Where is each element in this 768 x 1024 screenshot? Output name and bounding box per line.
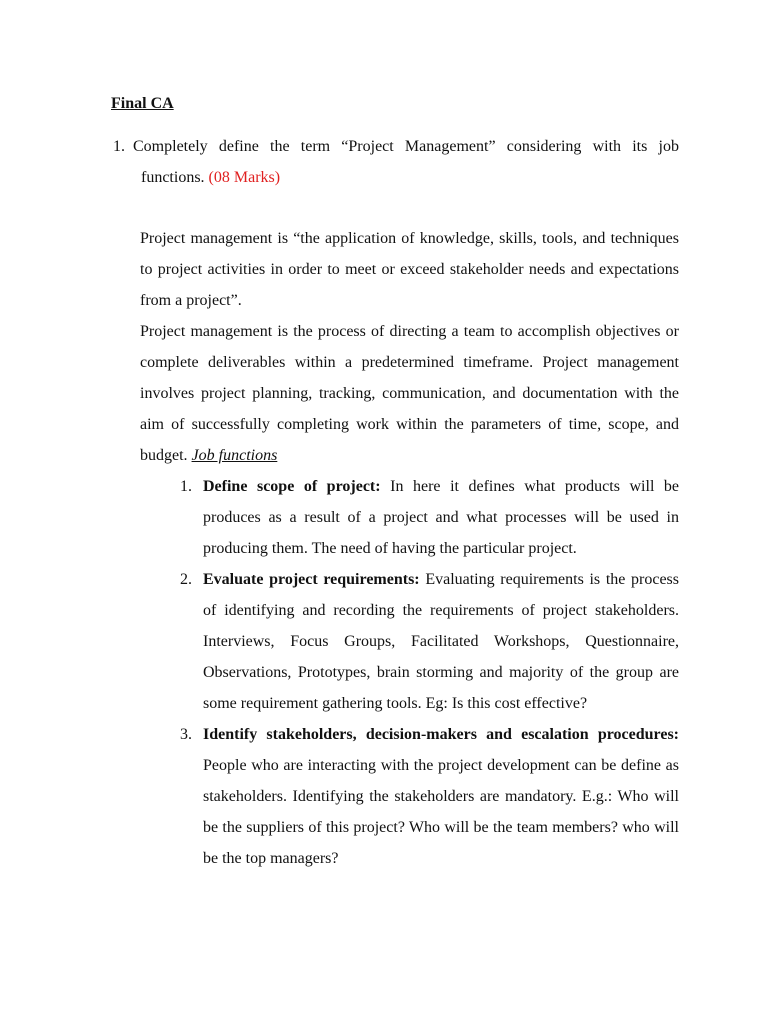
list-item-number: 2.	[180, 571, 192, 588]
list-item	[140, 564, 679, 719]
list-item	[140, 471, 679, 564]
list-item-text: In here it defines what products will be produces as a result of a project and what processes will be used in producing them. The need of having the particular project.	[203, 478, 680, 557]
question-marks: (08 Marks)	[208, 169, 281, 186]
question-1	[113, 131, 679, 193]
question-text-block	[113, 131, 679, 193]
list-item-title: Define scope of project:	[203, 478, 381, 495]
list-item-text: People who are interacting with the project development can be define as stakeholders. Identifying the stakeholders are mandatory. E.g.: Who will be the suppliers of this project? Who will be the team members? who will be the top managers?	[203, 757, 679, 867]
list-item-number: 1.	[180, 478, 192, 495]
job-functions-label: Job functions	[191, 447, 278, 464]
job-functions-list	[140, 471, 679, 874]
answer-paragraph-1: Project management is “the application of knowledge, skills, tools, and techniques to project activities in order to meet or exceed stakeholder needs and expectations from a project”.	[140, 230, 679, 309]
answer-body	[140, 223, 679, 874]
list-item	[140, 719, 679, 874]
list-item-body	[203, 564, 679, 719]
question-number: 1.	[113, 138, 125, 155]
list-item-body	[203, 719, 679, 874]
document-title: Final CA	[111, 95, 174, 112]
answer-paragraph-2-text: Project management is the process of directing a team to accomplish objectives or complete deliverables within a predetermined timeframe. Project management involves project planning, tracking, communication, and documentation with the aim of successfully completing work within the parameters of time, scope, and budget.	[140, 323, 679, 464]
list-item-text: Evaluating requirements is the process of identifying and recording the requirements of project stakeholders. Interviews, Focus Groups, Facilitated Workshops, Questionnaire, Observations, Prototypes, brain storming and majority of the group are some requirement gathering tools. Eg: Is this cost effective?	[203, 571, 680, 712]
list-item-title: Evaluate project requirements:	[203, 571, 420, 588]
question-text: Completely define the term “Project Management” considering with its job functions.	[133, 138, 679, 186]
list-item-body	[203, 471, 679, 564]
answer-paragraph-2	[140, 316, 679, 471]
list-item-number: 3.	[180, 726, 192, 743]
list-item-title: Identify stakeholders, decision-makers and escalation procedures:	[203, 726, 679, 743]
